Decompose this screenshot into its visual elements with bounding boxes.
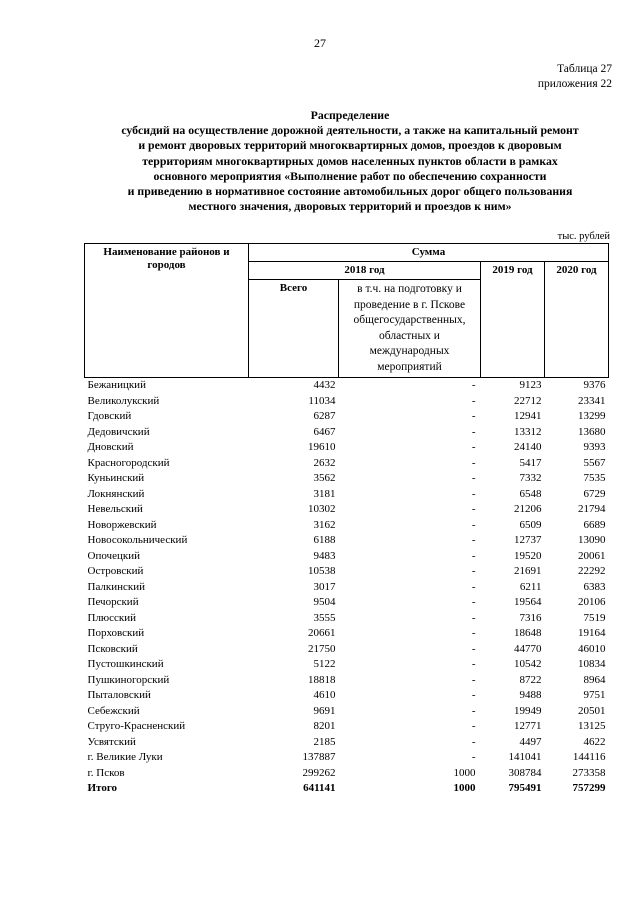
cell-name: Плюсский: [87, 611, 137, 624]
cell-y2020: 5567: [583, 456, 606, 469]
table-body: [85, 378, 609, 797]
cell-name: Себежский: [87, 704, 140, 717]
cell-incl: -: [471, 549, 476, 562]
cell-name: Гдовский: [87, 410, 132, 422]
cell-y2020: 13299: [578, 410, 606, 422]
cell-total: 4610: [313, 689, 336, 701]
cell-name: Пустошкинский: [87, 658, 164, 670]
table-row: [85, 456, 609, 472]
table-reference-line2: приложения 22: [537, 78, 612, 90]
cell-name: Красногородский: [87, 456, 170, 469]
cell-name: Струго-Красненский: [87, 720, 186, 732]
cell-total: 20661: [308, 627, 336, 639]
cell-name: Дновский: [87, 441, 134, 453]
header-2020: 2020 год: [545, 262, 609, 378]
cell-total: 2185: [313, 735, 336, 748]
cell-y2019: 21206: [514, 503, 542, 515]
table-row: [85, 704, 609, 720]
cell-incl: -: [471, 394, 476, 407]
cell-total: 6467: [313, 425, 336, 438]
table-row: [85, 471, 609, 487]
cell-name: Великолукский: [87, 394, 160, 407]
cell-y2020: 10834: [578, 658, 606, 670]
cell-y2019: 4497: [519, 735, 542, 748]
cell-name: Островский: [87, 565, 144, 577]
cell-y2019: 21691: [514, 565, 542, 577]
cell-incl: -: [471, 534, 476, 546]
table-row: [85, 611, 609, 627]
cell-incl: -: [471, 720, 476, 732]
cell-y2019: 5417: [519, 456, 542, 469]
cell-total: 3181: [313, 487, 336, 500]
cell-total: 4432: [313, 379, 336, 391]
cell-y2019: 12771: [514, 720, 542, 732]
cell-y2019: 7316: [519, 611, 542, 624]
subsidy-table: [84, 243, 609, 797]
table-row: [85, 425, 609, 441]
cell-incl: -: [471, 642, 476, 655]
cell-y2020: 20061: [578, 549, 606, 562]
table-row: [85, 378, 609, 394]
title-line: субсидий на осуществление дорожной деятельности, а также на капитальный ремонт: [121, 123, 579, 138]
cell-y2019: 8722: [519, 673, 542, 686]
cell-y2019: 6509: [519, 518, 542, 531]
unit-label: тыс. рублей: [557, 231, 610, 242]
title-line: Распределение: [310, 108, 390, 122]
cell-name: Локнянский: [87, 487, 145, 500]
cell-incl: -: [471, 658, 476, 670]
page-number: 27: [314, 36, 326, 50]
cell-y2020: 8964: [583, 673, 606, 686]
cell-total: 3562: [313, 472, 336, 484]
cell-incl: -: [471, 735, 476, 748]
table-row: [85, 487, 609, 503]
header-2019: 2019 год: [481, 262, 545, 378]
cell-total: 6188: [313, 534, 336, 546]
cell-total: 137887: [302, 751, 336, 763]
table-row: [85, 580, 609, 596]
cell-y2019: 19520: [514, 549, 542, 562]
cell-total: 641141: [303, 782, 336, 794]
cell-y2019: 24140: [514, 441, 542, 453]
cell-y2019: 19564: [514, 596, 542, 608]
cell-total: 9691: [313, 704, 336, 717]
cell-y2019: 308784: [508, 766, 542, 779]
cell-y2020: 46010: [578, 642, 606, 655]
table-row: [85, 735, 609, 751]
title-line: и ремонт дворовых территорий многоквартирных домов, проездов к дворовым: [138, 138, 562, 153]
cell-name: Пушкиногорский: [87, 673, 170, 686]
cell-y2020: 23341: [578, 394, 606, 407]
table-row: [85, 750, 609, 766]
cell-y2020: 4622: [583, 735, 606, 748]
cell-y2020: 9393: [583, 441, 606, 453]
cell-y2019: 9488: [519, 689, 542, 701]
cell-incl: -: [471, 689, 476, 701]
cell-y2020: 757299: [572, 782, 606, 794]
cell-incl: -: [471, 673, 476, 686]
cell-y2020: 9751: [583, 689, 606, 701]
title-line: основного мероприятия «Выполнение работ по обеспечению сохранности: [153, 168, 547, 183]
cell-y2020: 6689: [583, 518, 606, 531]
header-total: Всего: [249, 280, 339, 378]
cell-total: 9504: [313, 596, 336, 608]
cell-name: Печорский: [87, 596, 139, 608]
cell-y2019: 18648: [514, 627, 542, 639]
cell-y2020: 21794: [578, 503, 606, 515]
cell-incl: -: [471, 627, 476, 639]
cell-y2019: 19949: [514, 704, 542, 717]
cell-total: 5122: [313, 658, 336, 670]
cell-y2020: 144116: [572, 751, 606, 763]
cell-incl: -: [471, 565, 476, 577]
cell-incl: -: [471, 518, 476, 531]
cell-name: Новосокольнический: [87, 534, 188, 546]
cell-y2020: 6729: [583, 487, 606, 500]
cell-y2019: 22712: [514, 394, 542, 407]
cell-name: Пыталовский: [87, 689, 151, 701]
table-header: [85, 244, 609, 378]
cell-total: 8201: [313, 720, 336, 732]
cell-total: 19610: [308, 441, 336, 453]
cell-y2020: 19164: [578, 627, 606, 639]
cell-total: 11034: [308, 394, 336, 407]
cell-total: 299262: [302, 766, 336, 779]
table-row: [85, 549, 609, 565]
table-row: [85, 502, 609, 518]
cell-incl: -: [471, 410, 476, 422]
cell-name: Порховский: [87, 627, 145, 639]
cell-total: 3017: [313, 580, 336, 593]
title-line: территориям многоквартирных домов населенных пунктов области в рамках: [142, 153, 558, 168]
cell-incl: -: [471, 580, 476, 593]
table-row: [85, 533, 609, 549]
cell-total: 2632: [313, 456, 336, 469]
cell-name: Итого: [87, 782, 118, 794]
header-name: Наименование районов и городов: [85, 244, 249, 378]
header-sum: Сумма: [249, 244, 609, 262]
table-row: [85, 440, 609, 456]
table-row: [85, 766, 609, 782]
cell-total: 3162: [313, 518, 336, 531]
cell-y2019: 10542: [514, 658, 542, 670]
table-row: [85, 394, 609, 410]
total-row: [85, 781, 609, 797]
cell-name: Палкинский: [87, 580, 146, 593]
cell-total: 9483: [313, 549, 336, 562]
cell-y2019: 9123: [519, 379, 542, 391]
table-row: [85, 626, 609, 642]
cell-incl: -: [471, 503, 476, 515]
cell-y2020: 20106: [578, 596, 606, 608]
cell-y2020: 7519: [583, 611, 606, 624]
cell-y2020: 273358: [572, 766, 606, 779]
table-row: [85, 595, 609, 611]
cell-total: 3555: [313, 611, 336, 624]
table-row: [85, 518, 609, 534]
table-row: [85, 642, 609, 658]
cell-y2019: 141041: [508, 751, 542, 763]
cell-name: Новоржевский: [87, 518, 157, 531]
table-reference: [538, 62, 612, 92]
cell-incl: -: [471, 611, 476, 624]
cell-incl: 1000: [453, 766, 476, 779]
cell-total: 10302: [308, 503, 336, 515]
cell-y2020: 22292: [578, 565, 606, 577]
table-row: [85, 657, 609, 673]
cell-total: 10538: [308, 565, 336, 577]
cell-incl: 1000: [453, 782, 476, 794]
cell-incl: -: [471, 751, 476, 763]
cell-y2020: 6383: [583, 580, 606, 593]
cell-name: Псковский: [87, 642, 138, 655]
cell-y2019: 44770: [514, 642, 542, 655]
cell-y2019: 7332: [519, 472, 542, 484]
table-row: [85, 688, 609, 704]
cell-y2020: 9376: [583, 379, 606, 391]
cell-incl: -: [471, 441, 476, 453]
header-2018: 2018 год: [249, 262, 481, 280]
cell-name: Бежаницкий: [87, 379, 146, 391]
cell-name: г. Псков: [87, 766, 125, 779]
cell-name: Невельский: [87, 503, 143, 515]
cell-y2019: 12737: [514, 534, 542, 546]
cell-y2020: 20501: [578, 704, 606, 717]
cell-y2020: 13125: [578, 720, 606, 732]
cell-incl: -: [471, 425, 476, 438]
cell-incl: -: [471, 456, 476, 469]
cell-incl: -: [471, 596, 476, 608]
table-row: [85, 564, 609, 580]
document-title: [70, 108, 630, 214]
title-line: местного значения, дворовых территорий и проездов к ним»: [188, 199, 512, 214]
header-incl: в т.ч. на подготовку и проведение в г. Пскове общегосударственных, областных и международных мероприятий: [339, 280, 481, 378]
cell-total: 18818: [308, 673, 336, 686]
table-row: [85, 673, 609, 689]
cell-total: 21750: [308, 642, 336, 655]
cell-name: г. Великие Луки: [87, 751, 163, 763]
cell-name: Опочецкий: [87, 549, 140, 562]
cell-incl: -: [471, 379, 476, 391]
cell-name: Дедовичский: [87, 425, 150, 438]
table-row: [85, 719, 609, 735]
cell-total: 6287: [313, 410, 336, 422]
cell-name: Куньинский: [87, 472, 145, 484]
cell-y2020: 13680: [578, 425, 606, 438]
cell-y2019: 6548: [519, 487, 542, 500]
table-row: [85, 409, 609, 425]
cell-incl: -: [471, 704, 476, 717]
cell-incl: -: [471, 487, 476, 500]
cell-y2019: 13312: [514, 425, 542, 438]
cell-y2020: 13090: [578, 534, 606, 546]
title-line: и приведению в нормативное состояние автомобильных дорог общего пользования: [127, 184, 573, 199]
cell-y2019: 795491: [508, 782, 542, 794]
cell-name: Усвятский: [87, 735, 136, 748]
cell-y2019: 6211: [519, 580, 542, 593]
cell-y2019: 12941: [514, 410, 542, 422]
cell-incl: -: [471, 472, 476, 484]
cell-y2020: 7535: [583, 472, 606, 484]
table-reference-line1: Таблица 27: [557, 63, 612, 75]
